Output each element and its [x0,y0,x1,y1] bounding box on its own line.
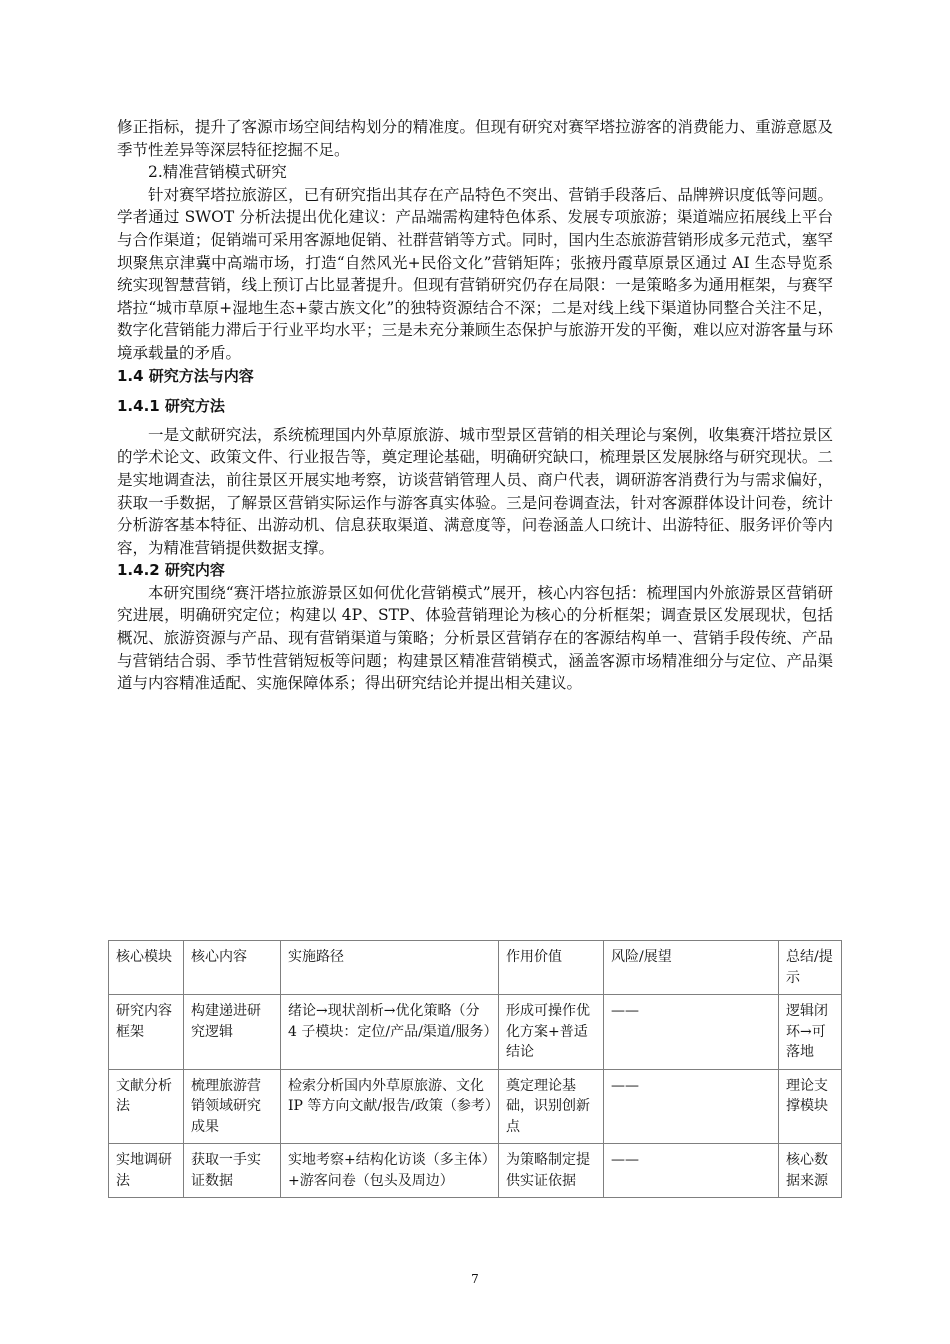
table-cell: 研究内容框架 [109,995,184,1070]
table-header-row [109,941,842,995]
paragraph-1: 修正指标，提升了客源市场空间结构划分的精准度。但现有研究对赛罕塔拉游客的消费能力、重游意愿及季节性差异等深层特征挖掘不足。 [117,118,833,159]
table-cell: 奠定理论基础，识别创新点 [499,1069,604,1144]
table-cell: —— [604,1144,779,1198]
table-header-cell: 作用价值 [499,941,604,995]
section-heading-1-4-2: 1.4.2 研究内容 [117,561,225,580]
table-cell: 实地调研法 [109,1144,184,1198]
table-row [109,1144,842,1198]
table-cell: 梳理旅游营销领域研究成果 [184,1069,281,1144]
table-header-cell: 风险/展望 [604,941,779,995]
section-heading-1-4: 1.4 研究方法与内容 [117,366,254,385]
table-cell: 理论支撑模块 [779,1069,842,1144]
paragraph-contents: 本研究围绕“赛汗塔拉旅游景区如何优化营销模式”展开，核心内容包括：梳理国内外旅游景区营销研究进展，明确研究定位；构建以 4P、STP、体验营销理论为核心的分析框架；调查景区发展现状，包括概况、旅游资源与产品、现有营销渠道与策略；分析景区营销存在的客源结构单一、营销手段传统、产品与营销结合弱、季节性营销短板等问题；构建景区精准营销模式，涵盖客源市场精准细分与定位、产品渠道与内容精准适配、实施保障体系；得出研究结论并提出相关建议。 [117,583,833,693]
table-header-cell: 核心模块 [109,941,184,995]
body-text [117,116,833,695]
table-header-cell: 总结/提示 [779,941,842,995]
table-cell: —— [604,995,779,1070]
table-header-cell: 实施路径 [281,941,499,995]
summary-table [108,940,842,1198]
table-cell: 获取一手实证数据 [184,1144,281,1198]
table-header-cell: 核心内容 [184,941,281,995]
table-cell: 为策略制定提供实证依据 [499,1144,604,1198]
page-number: 7 [471,1272,479,1286]
subheading-2: 2.精准营销模式研究 [148,163,287,182]
table-cell: 文献分析法 [109,1069,184,1144]
table-cell: 逻辑闭环→可落地 [779,995,842,1070]
paragraph-marketing-research: 针对赛罕塔拉旅游区，已有研究指出其存在产品特色不突出、营销手段落后、品牌辨识度低等问题。学者通过 SWOT 分析法提出优化建议：产品端需构建特色体系、发展专项旅游；渠道端应拓展线上平台与合作渠道；促销端可采用客源地促销、社群营销等方式。同时，国内生态旅游营销形成多元范式，塞罕坝聚焦京津冀中高端市场，打造“自然风光+民俗文化”营销矩阵；张掖丹霞草原景区通过 AI 生态导览系统实现智慧营销，线上预订占比显著提升。但现有营销研究仍存在局限：一是策略多为通用框架，与赛罕塔拉“城市草原+湿地生态+蒙古族文化”的独特资源结合不深；二是对线上线下渠道协同整合关注不足，数字化营销能力滞后于行业平均水平；三是未充分兼顾生态保护与旅游开发的平衡，难以应对游客量与环境承载量的矛盾。 [117,185,833,362]
section-heading-1-4-1: 1.4.1 研究方法 [117,397,225,416]
table-cell: 形成可操作优化方案+普适结论 [499,995,604,1070]
table-row [109,1069,842,1144]
table-row [109,995,842,1070]
table-cell: 构建递进研究逻辑 [184,995,281,1070]
paragraph-methods: 一是文献研究法，系统梳理国内外草原旅游、城市型景区营销的相关理论与案例，收集赛汗塔拉景区的学术论文、政策文件、行业报告等，奠定理论基础，明确研究缺口，梳理景区发展脉络与研究现状。二是实地调查法，前往景区开展实地考察，访谈营销管理人员、商户代表，调研游客消费行为与需求偏好，获取一手数据，了解景区营销实际运作与游客真实体验。三是问卷调查法，针对客源群体设计问卷，统计分析游客基本特征、出游动机、信息获取渠道、满意度等，问卷涵盖人口统计、出游特征、服务评价等内容，为精准营销提供数据支撑。 [117,425,833,557]
table-cell: 检索分析国内外草原旅游、文化 IP 等方向文献/报告/政策（参考） [281,1069,499,1144]
table-cell: —— [604,1069,779,1144]
table-cell: 实地考察+结构化访谈（多主体）+游客问卷（包头及周边） [281,1144,499,1198]
table-cell: 绪论→现状剖析→优化策略（分 4 子模块：定位/产品/渠道/服务） [281,995,499,1070]
table-cell: 核心数据来源 [779,1144,842,1198]
